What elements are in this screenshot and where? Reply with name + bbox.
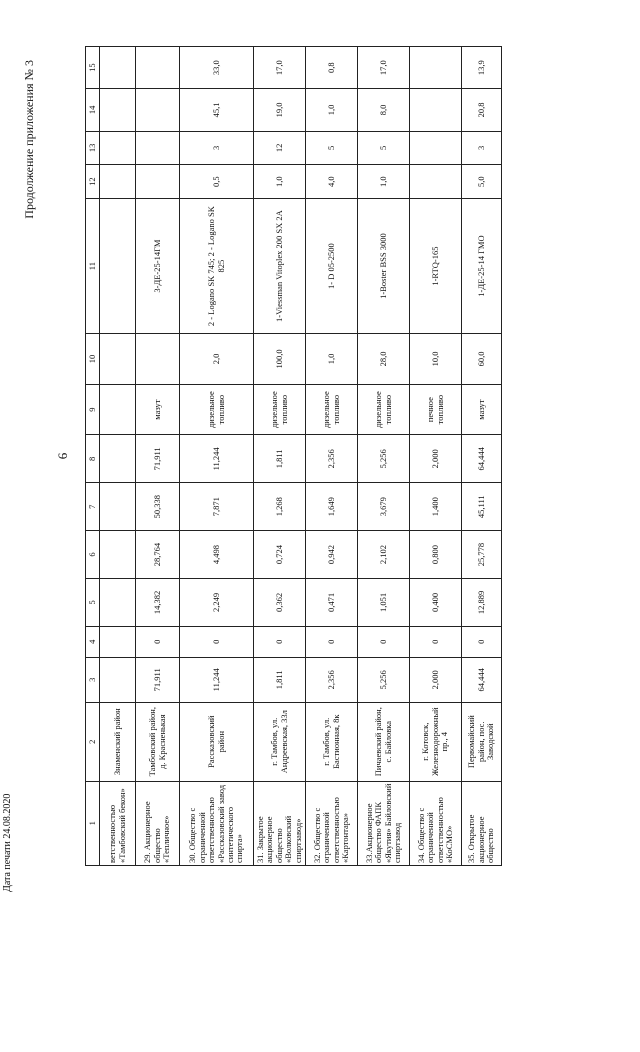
table-cell: 64,444	[462, 657, 502, 702]
table-cell: 0,471	[306, 578, 358, 626]
table-cell: 13,9	[462, 47, 502, 89]
table-cell: 64,444	[462, 435, 502, 483]
table-cell: 12,889	[462, 578, 502, 626]
table-cell: 0	[180, 626, 254, 657]
appendix-note: Продолжение приложения № 3	[22, 60, 36, 219]
table-cell: печное топливо	[410, 384, 462, 435]
table-cell: 17,0	[358, 47, 410, 89]
table-cell: 2,102	[358, 531, 410, 579]
table-cell: 28,764	[136, 531, 180, 579]
table-cell	[100, 384, 136, 435]
col-num: 3	[86, 657, 100, 702]
col-num: 14	[86, 89, 100, 131]
table-cell: 1-Viessman Vitoplex 200 SX 2A	[254, 199, 306, 334]
table-cell: 32. Общество с ограниченной ответственностью «Картонтара»	[306, 781, 358, 865]
table-cell: 0	[358, 626, 410, 657]
page-number: 6	[55, 452, 70, 460]
table-cell: 17,0	[254, 47, 306, 89]
table-cell: 28,0	[358, 334, 410, 385]
table-cell: Знаменский район	[100, 702, 136, 781]
table-cell: мазут	[462, 384, 502, 435]
table-cell	[100, 131, 136, 165]
table-cell: 14,382	[136, 578, 180, 626]
table-row	[358, 47, 410, 866]
table-cell: дизельное топливо	[180, 384, 254, 435]
table-cell: 2,356	[306, 657, 358, 702]
table-cell: Первомайский район, пос. Заводской	[462, 702, 502, 781]
table-cell: 3	[462, 131, 502, 165]
table-cell: 0,724	[254, 531, 306, 579]
col-num: 13	[86, 131, 100, 165]
table-cell: 19,0	[254, 89, 306, 131]
table-cell: 8,0	[358, 89, 410, 131]
table-cell: 1-Boster BSS 3000	[358, 199, 410, 334]
col-num: 8	[86, 435, 100, 483]
table-cell: 50,338	[136, 483, 180, 531]
table-cell: 2,000	[410, 435, 462, 483]
data-table	[85, 46, 502, 866]
table-cell: 1,0	[358, 165, 410, 199]
table-cell: 5	[358, 131, 410, 165]
col-num: 1	[86, 781, 100, 865]
col-num: 10	[86, 334, 100, 385]
col-num: 6	[86, 531, 100, 579]
col-num: 4	[86, 626, 100, 657]
table-cell	[136, 89, 180, 131]
table-cell: 2,249	[180, 578, 254, 626]
col-num: 7	[86, 483, 100, 531]
table-cell: 10,0	[410, 334, 462, 385]
table-cell: 0,400	[410, 578, 462, 626]
table-cell: 11,244	[180, 657, 254, 702]
table-cell	[100, 165, 136, 199]
table-cell: 0,8	[306, 47, 358, 89]
table-cell: 31. Закрытое акционерное общество «Волковский спиртзавод»	[254, 781, 306, 865]
table-cell: 0,942	[306, 531, 358, 579]
table-cell: 25,778	[462, 531, 502, 579]
table-cell: ветственностью «Тамбовский бекон»	[100, 781, 136, 865]
table-cell: 1,051	[358, 578, 410, 626]
table-cell: 1,0	[306, 89, 358, 131]
table-cell: 0	[254, 626, 306, 657]
table-cell: 1,811	[254, 435, 306, 483]
table-cell	[100, 47, 136, 89]
print-date: Дата печати 24.08.2020	[2, 793, 13, 892]
table-row	[254, 47, 306, 866]
table-row	[180, 47, 254, 866]
table-cell: 29. Акционерное общество «Тепличное»	[136, 781, 180, 865]
col-num: 9	[86, 384, 100, 435]
table-cell: 4,0	[306, 165, 358, 199]
table-cell	[100, 334, 136, 385]
table-cell: 33.Акционерное общество ФАПК «Якутия» Байловский спиртзавод	[358, 781, 410, 865]
table-cell	[136, 47, 180, 89]
table-cell: 2,356	[306, 435, 358, 483]
table-cell	[100, 89, 136, 131]
col-num: 5	[86, 578, 100, 626]
table-row	[100, 47, 136, 866]
table-cell: 7,871	[180, 483, 254, 531]
table-cell: 34. Общество с ограниченной ответственностью «КоСМО»	[410, 781, 462, 865]
table-cell: 35. Открытое акционерное общество	[462, 781, 502, 865]
table-cell: 0	[306, 626, 358, 657]
table-cell: 0,800	[410, 531, 462, 579]
table-cell: г. Тамбов, ул. Бастионная, 8к	[306, 702, 358, 781]
table-cell: г. Тамбов, ул. Андреевская, 33л	[254, 702, 306, 781]
table-cell	[410, 165, 462, 199]
table-cell: 5,256	[358, 657, 410, 702]
table-cell	[100, 578, 136, 626]
table-cell: 12	[254, 131, 306, 165]
col-num: 15	[86, 47, 100, 89]
table-cell: дизельное топливо	[254, 384, 306, 435]
table-cell: 30. Общество с ограниченной ответственностью «Рассказовский завод синтетического спирта»	[180, 781, 254, 865]
print-date-wrap	[2, 793, 16, 1052]
table-cell: 100,0	[254, 334, 306, 385]
col-num: 2	[86, 702, 100, 781]
table-cell: 33,0	[180, 47, 254, 89]
table-cell: мазут	[136, 384, 180, 435]
table-cell: 5	[306, 131, 358, 165]
table-cell: 3,679	[358, 483, 410, 531]
table-cell: 2,0	[180, 334, 254, 385]
table-cell	[410, 47, 462, 89]
table-cell: 1,0	[306, 334, 358, 385]
table-row	[306, 47, 358, 866]
table-cell: 1,811	[254, 657, 306, 702]
table-cell: Рассказовский район	[180, 702, 254, 781]
table-cell	[100, 657, 136, 702]
table-cell: 0,5	[180, 165, 254, 199]
table-cell: 1-RTQ-165	[410, 199, 462, 334]
table-cell: 71,911	[136, 657, 180, 702]
table-cell: 0	[462, 626, 502, 657]
table-cell: 5,256	[358, 435, 410, 483]
table-cell: 1,268	[254, 483, 306, 531]
table-cell: 11,244	[180, 435, 254, 483]
table-cell: Тамбовский район, д. Красненькая	[136, 702, 180, 781]
table-cell	[100, 626, 136, 657]
table-cell: 1-ДЕ-25-14 ГМО	[462, 199, 502, 334]
rotated-page	[22, 46, 620, 866]
table-cell: 71,911	[136, 435, 180, 483]
table-cell: 0	[410, 626, 462, 657]
table-cell	[100, 531, 136, 579]
table-cell: 20,8	[462, 89, 502, 131]
table-cell	[410, 89, 462, 131]
table-cell: 1,649	[306, 483, 358, 531]
table-cell: 45,1	[180, 89, 254, 131]
table-cell	[100, 199, 136, 334]
table-row	[462, 47, 502, 866]
table-cell: 2,000	[410, 657, 462, 702]
table-cell: 0	[136, 626, 180, 657]
table-cell: 5,0	[462, 165, 502, 199]
table-cell: 1- D 05-2500	[306, 199, 358, 334]
table-cell: 3	[180, 131, 254, 165]
table-cell: 3-ДЕ-25-14ГМ	[136, 199, 180, 334]
table-row	[136, 47, 180, 866]
table-cell: 0,362	[254, 578, 306, 626]
table-cell: 1,400	[410, 483, 462, 531]
table-cell: Пичаевский район, с. Байловка	[358, 702, 410, 781]
table-cell: дизельное топливо	[306, 384, 358, 435]
col-num: 11	[86, 199, 100, 334]
table-cell: дизельное топливо	[358, 384, 410, 435]
table-cell	[136, 131, 180, 165]
table-cell: 4,498	[180, 531, 254, 579]
table-cell	[136, 334, 180, 385]
col-num: 12	[86, 165, 100, 199]
table-cell: 1,0	[254, 165, 306, 199]
table-cell	[100, 435, 136, 483]
table-cell	[410, 131, 462, 165]
table-cell	[100, 483, 136, 531]
column-number-row	[86, 47, 100, 866]
table-cell: 45,111	[462, 483, 502, 531]
table-cell: 2 - Logano SK 745; 2 - Logano SK 825	[180, 199, 254, 334]
table-cell: 60,0	[462, 334, 502, 385]
table-cell: г. Котовск, Железнодорожный пр., 4	[410, 702, 462, 781]
table-row	[410, 47, 462, 866]
table-cell	[136, 165, 180, 199]
